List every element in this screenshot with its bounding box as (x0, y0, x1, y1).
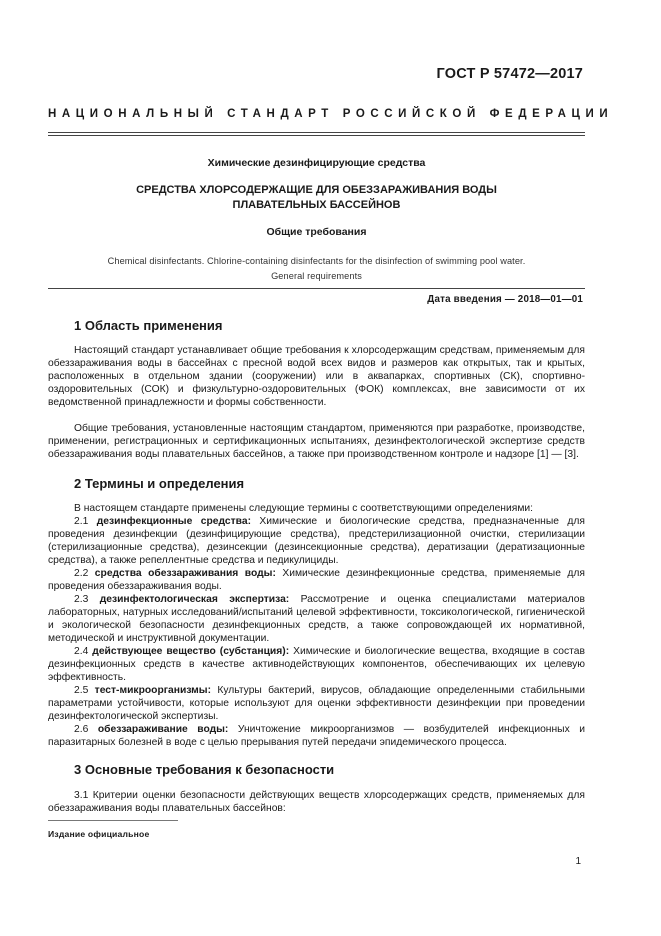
term-definition: Химические дезинфекционные средства, применяемые для проведения обеззараживания воды. (48, 568, 585, 592)
term-definition: Уничтожение микроорганизмов — возбудителей инфекционных и паразитарных болезней в воде с целью прерывания путей передачи эпидемического процесса. (48, 724, 585, 748)
section-3-paragraph-1: 3.1 Критерии оценки безопасности действующих веществ хлорсодержащих средств, применяемых для обеззараживания воды плавательных бассейнов: (48, 790, 585, 814)
term-name: действующее вещество (субстанция): (92, 646, 290, 657)
term-definition: Химические и биологические вещества, входящие в состав дезинфекционных средств в качестве активнодействующих компонентов, обеспечивающих их целевую эффективность. (48, 646, 585, 683)
term-name: обеззараживание воды: (97, 724, 229, 735)
term-number: 2.4 (74, 646, 89, 657)
english-title (48, 254, 585, 283)
requirements-title: Общие требования (266, 226, 367, 238)
term-name: средства обеззараживания воды: (94, 568, 276, 579)
section-3-heading: 3 Основные требования к безопасности (74, 762, 335, 777)
term-name: дезинфектологическая экспертиза: (99, 594, 290, 605)
term-number: 2.2 (74, 568, 89, 579)
english-title-line-1: Chemical disinfectants. Chlorine-containing disinfectants for the disinfection of swimming pool water. (107, 256, 526, 266)
term-2-4 (48, 646, 585, 685)
document-main-title (48, 183, 585, 213)
main-title-line-2: ПЛАВАТЕЛЬНЫХ БАССЕЙНОВ (232, 199, 401, 211)
term-2-1 (48, 516, 585, 568)
term-2-2 (48, 568, 585, 594)
section-2-intro: В настоящем стандарте применены следующие термины с соответствующими определениями: (74, 503, 534, 514)
section-1-heading: 1 Область применения (74, 318, 223, 333)
term-2-3 (48, 594, 585, 646)
official-edition-label: Издание официальное (48, 829, 150, 839)
term-definition: Рассмотрение и оценка специалистами материалов лабораторных, натурных исследований/испытаний целевой эффективности, токсикологической, гигиенической и экологической безопасности дезинфекционных средств, а также сопровождающей их нормативной, методической и инструктивной документации. (48, 594, 585, 644)
footer-rule (48, 820, 178, 821)
document-subtitle: Химические дезинфицирующие средства (207, 157, 426, 169)
term-definition: Культуры бактерий, вирусов, обладающие определенными стабильными параметрами устойчивости, которые используют для оценки эффективности дезинфекции при проведении дезинфектологической экспертизы. (48, 685, 585, 722)
term-2-5 (48, 685, 585, 724)
header-rule-top (48, 132, 585, 133)
main-title-line-1: СРЕДСТВА ХЛОРСОДЕРЖАЩИЕ ДЛЯ ОБЕЗЗАРАЖИВАНИЯ ВОДЫ (136, 184, 497, 196)
term-name: тест-микроорганизмы: (94, 685, 212, 696)
term-number: 2.1 (74, 516, 89, 527)
term-2-6 (48, 724, 585, 750)
page-number: 1 (575, 856, 581, 867)
section-2-heading: 2 Термины и определения (74, 476, 245, 491)
english-title-line-2: General requirements (271, 270, 362, 281)
term-number: 2.6 (74, 724, 89, 735)
section-1-paragraph-2: Общие требования, установленные настоящим стандартом, применяются при разработке, производстве, применении, регистрационных и сертификационных испытаниях, дезинфектологической экспертизе средств обеззараживания воды плавательных бассейнов, а также при производственном контроле и надзоре [1] — [3]. (48, 423, 585, 460)
term-name: дезинфекционные средства: (96, 516, 251, 527)
header-rule-bottom (48, 135, 585, 136)
introduction-date: Дата введения — 2018—01—01 (427, 294, 583, 305)
term-number: 2.3 (74, 594, 89, 605)
standard-number: ГОСТ Р 57472—2017 (436, 66, 583, 82)
title-divider (48, 288, 585, 289)
national-standard-banner: НАЦИОНАЛЬНЫЙ СТАНДАРТ РОССИЙСКОЙ ФЕДЕРАЦИИ (48, 108, 614, 120)
section-1-paragraph-1: Настоящий стандарт устанавливает общие требования к хлорсодержащим средствам, применяемым для обеззараживания воды в бассейнах с пресной водой всех видов и размеров как открытых, так и крытых, расположенных в отдельном здании (сооружении) или в аквапарках, спортивных (СК), спортивно-оздоровительных (СОК) и физкультурно-оздоровительных (ФОК) комплексах, вне зависимости от их ведомственной принадлежности и формы собственности. (48, 345, 585, 408)
term-number: 2.5 (74, 685, 89, 696)
term-definition: Химические и биологические средства, предназначенные для проведения дезинфекции (дезинфицирующие средства), предстерилизационной очистки, стерилизации (стерилизационные средства), дезинсекции (дезинсекционные средства), дератизации (дератизационные средства), а также репеллентные средства и педикулициды. (48, 516, 585, 566)
